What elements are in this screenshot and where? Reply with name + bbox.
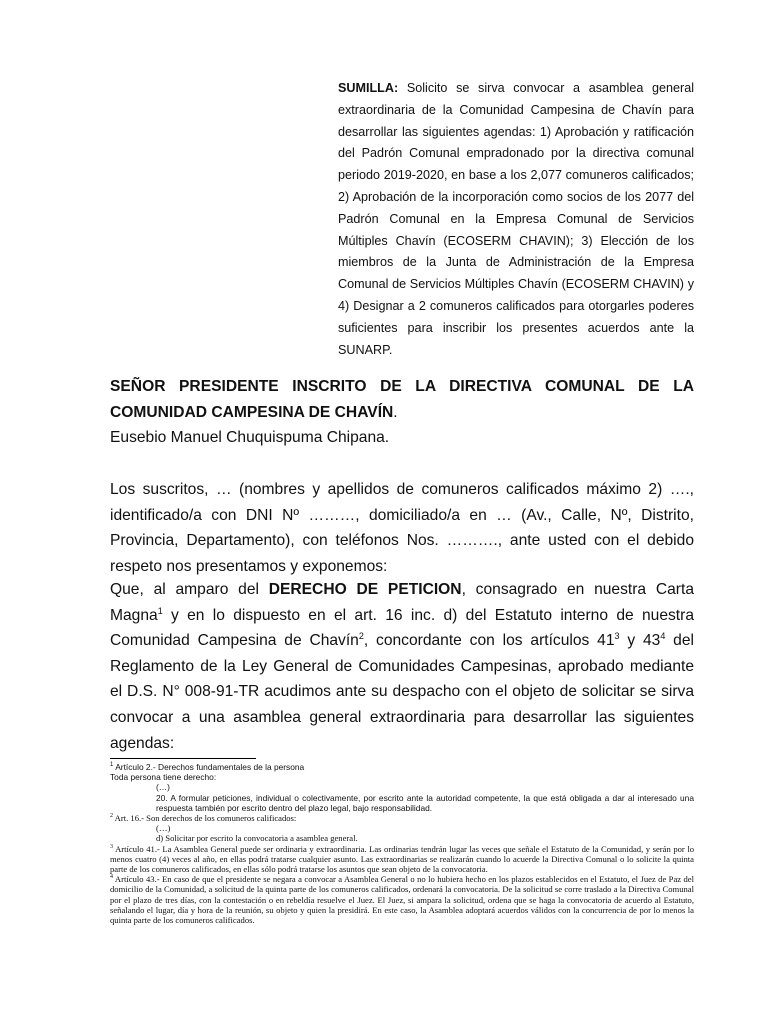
footnote-2-number: 2 (110, 813, 113, 820)
footnote-1-title: Artículo 2.- Derechos fundamentales de la persona (113, 762, 305, 772)
footnote-3-number: 3 (110, 843, 113, 850)
footnote-1-ellipsis: (…) (156, 782, 170, 793)
footnote-3 (110, 844, 694, 875)
footnote-1-line: Toda persona tiene derecho: (110, 772, 217, 783)
footnote-4-number: 4 (110, 874, 113, 881)
footnote-ref-1[interactable]: 1 (157, 605, 163, 616)
sumilla-label: SUMILLA: (338, 81, 399, 95)
sumilla-text: Solicito se sirva convocar a asamblea general extraordinaria de la Comunidad Campesina de Chavín para desarrollar las siguientes agendas: 1) Aprobación y ratificación del Padrón Comunal empradonado por la directiva comunal periodo 2019-2020, en base a los 2,077 comuneros calificados; 2) Aprobación de la incorporación como socios de los 2077 del Padrón Comunal en la Empresa Comunal de Servicios Múltiples Chavín (ECOSERM CHAVIN); 3) Elección de los miembros de la Junta de Administración de la Empresa Comunal de Servicios Múltiples Chavín (ECOSERM CHAVIN) y 4) Designar a 2 comuneros calificados para otorgarles poderes suficientes para inscribir los presentes acuerdos ante la SUNARP. (338, 81, 694, 357)
footnote-separator (110, 758, 256, 759)
paragraph-petitioners: Los suscritos, … (nombres y apellidos de comuneros calificados máximo 2) …., identificado/a con DNI Nº ………, domiciliado/a en … (Av., Calle, Nº, Distrito, Provincia, Departamento), con teléfonos Nos. ………., ante usted con el debido respeto nos presentamos y exponemos: (110, 481, 694, 575)
footnote-4 (110, 874, 694, 925)
paragraph-request (110, 577, 694, 756)
paragraph-request-text: Que, al amparo del (110, 581, 269, 598)
addressee-title (110, 374, 694, 425)
sumilla-block (338, 78, 694, 361)
paragraph-request-text: del Reglamento de la Ley General de Comunidades Campesinas, aprobado mediante el D.S. N° 008-91-TR acudimos ante su despacho con el objeto de solicitar se sirva convocar a una asamblea general extraordinaria para desarrollar las siguientes agendas: (110, 632, 694, 752)
footnote-3-text: Artículo 41.- La Asamblea General puede ser ordinaria y extraordinaria. Las ordinarias tendrán lugar las veces que señale el Estatuto de la Comunidad, y serán por lo menos cuatro (4) veces al año, en ellas podrá tratarse cualquier asunto. Las extraordinarias se realizarán cuando lo acuerde la Directiva Comunal o lo solicite la quinta parte de los comuneros calificados, en ellas sólo podrá tratarse los asuntos que sean objeto de la convocatoria. (110, 843, 694, 875)
addressee-title-text: SEÑOR PRESIDENTE INSCRITO DE LA DIRECTIVA COMUNAL DE LA COMUNIDAD CAMPESINA DE CHAVÍN (110, 378, 694, 421)
footnote-ref-4[interactable]: 4 (660, 631, 666, 641)
footnote-4-text: Artículo 43.- En caso de que el presidente se negara a convocar a Asamblea General o no lo hubiera hecho en los plazos establecidos en el Estatuto, el Juez de Paz del domicilio de la Comunidad, a solicitud de la quinta parte de los comuneros calificados, ordenará la convocatoria. De la solicitud se corre traslado a la Directiva Comunal por el plazo de tres días, con la contestación o en rebeldía resuelve el Juez. El Juez, si ampara la solicitud, ordena que se haga la convocatoria de acuerdo al Estatuto, señalando el lugar, día y hora de la reunión, su objeto y quien la presidirá. En este caso, la Asamblea adoptará acuerdos válidos con la concurrencia de por lo menos la quinta parte de los comuneros calificados. (110, 874, 694, 926)
paragraph-request-text: y 43 (619, 632, 661, 650)
footnote-1-item: 20. A formular peticiones, individual o colectivamente, por escrito ante la autoridad competente, la que está obligada a dar al interesado una respuesta también por escrito dentro del plazo legal, bajo responsabilidad. (156, 792, 694, 813)
footnote-ref-3[interactable]: 3 (614, 631, 620, 641)
footnote-2-title: Art. 16.- Son derechos de los comuneros calificados: (113, 813, 297, 824)
footnote-2-ellipsis: (…) (156, 823, 171, 834)
paragraph-request-text: , concordante con los artículos 41 (363, 632, 615, 650)
addressee-title-period: . (393, 403, 398, 421)
derecho-peticion-bold: DERECHO DE PETICION (268, 581, 462, 598)
footnote-1-number: 1 (110, 762, 114, 769)
paragraph-request-text: y en lo dispuesto en el art. 16 inc. d) del Estatuto interno de nuestra Comunidad Campesina de Chavín (110, 606, 694, 650)
footnote-2-item: d) Solicitar por escrito la convocatoria a asamblea general. (156, 833, 358, 844)
footnote-1 (110, 762, 694, 813)
footnote-2 (110, 813, 694, 844)
paragraph-request-text: , consagrado en nuestra Carta Magna (110, 581, 694, 624)
footnote-ref-2[interactable]: 2 (358, 631, 364, 641)
addressee-name: Eusebio Manuel Chuquispuma Chipana. (110, 429, 390, 446)
footnotes (110, 762, 694, 925)
